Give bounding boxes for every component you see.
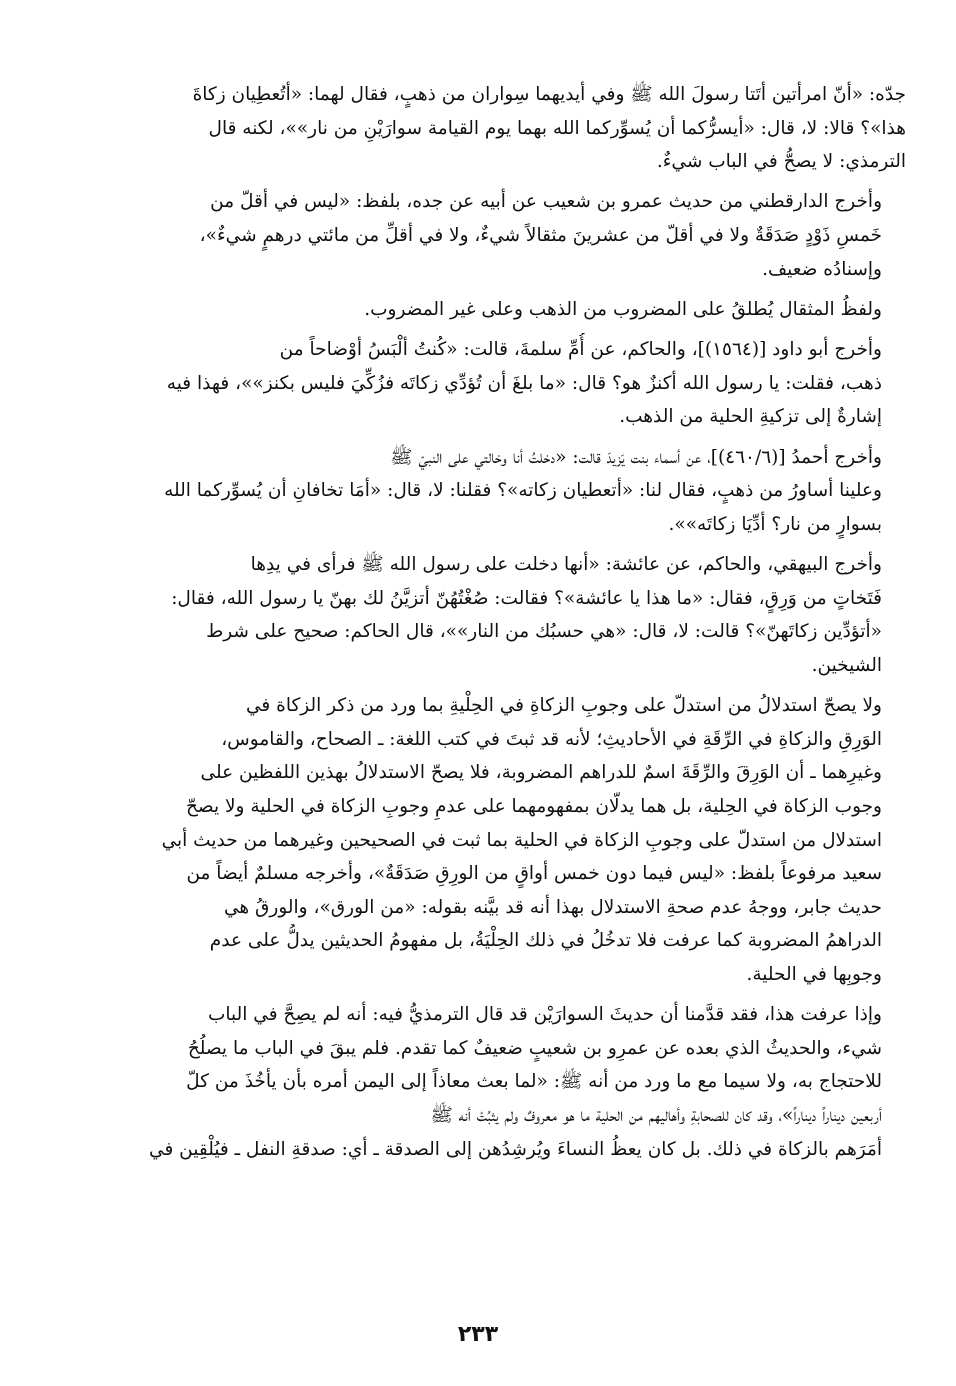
text-line: وجوب الزكاة في الحِلية، بل هما يدلّان بمفهومهما على عدمِ وجوبِ الزكاة في الحلية ولا يصحّ bbox=[185, 796, 882, 817]
paragraph bbox=[70, 333, 906, 434]
text-line: الوَرِقِ والزكاةِ في الرِّقَةِ في الأحاديثِ؛ لأنه قد ثبتَ في كتب اللغة: ـ الصحاح، والقاموس، bbox=[221, 728, 882, 750]
page-body bbox=[70, 78, 906, 1173]
text-line: وأخرج الدارقطني من حديث عمرو بن شعيب عن أبيه عن جده، بلفظ: «ليس في أقلّ من bbox=[210, 191, 882, 213]
text-line: إشارةٌ إلى تزكيةِ الحلية من الذهب. bbox=[619, 406, 882, 428]
page-number: ٢٣٣ bbox=[457, 1322, 499, 1347]
text-line: «أتؤدِّين زكاتَهنّ»؟ قالت: لا، قال: «هي حسبُك من النار»»، قال الحاكم: صحيح على شرط bbox=[206, 621, 882, 643]
text-line: وعلينا أساورُ من ذهبٍ، فقال لنا: «أتعطيان زكاته»؟ فقلنا: لا، قال: «أمَا تخافانِ أن يُسوِّركما الله bbox=[164, 480, 882, 502]
text-line: وإذا عرفت هذا، فقد قدَّمنا أن حديثَ السوارَيْن قد قال الترمذيُّ فيه: أنه لم يصِحَّ في الباب bbox=[208, 1004, 882, 1026]
paragraph bbox=[70, 293, 906, 327]
text-line: ولا يصحّ استدلالُ من استدلّ على وجوبِ الزكاةِ في الحِلْيةِ بما ورد من ذكر الزكاة في bbox=[246, 695, 882, 717]
text-line: أمَرَهم بالزكاة في ذلك. بل كان يعظُ النساءَ ويُرشِدُهن إلى الصدقة ـ أي: صدقةِ النفل ـ فيُلْقِين في bbox=[149, 1138, 882, 1160]
text-line: سعيد مرفوعاً بلفظ: «ليس فيما دون خمس أواقٍ من الورِقِ صَدَقَةٌ»، وأخرجه مسلمٌ أيضاً من bbox=[186, 863, 882, 885]
paragraph bbox=[70, 441, 906, 542]
text-line: الدراهمُ المضروبة كما عرفت فلا تدخُلُ في ذلك الحِلْيَةُ، بل مفهومُ الحديثين يدلُّ على عدم bbox=[209, 930, 882, 952]
text-line: الترمذي: لا يصحُّ في الباب شيءٌ. bbox=[656, 151, 906, 173]
text-line: جدّه: «أنّ امرأتين أتَتا رسولَ الله ﷺ وفي أيديهما سِواران من ذهبٍ، فقال لهما: «أتُعطِيان زكاةَ bbox=[192, 84, 906, 105]
text-line: للاحتجاج به، ولا سيما مع ما ورد من أنه ﷺ: «لما بعث معاذاً إلى اليمن أمره بأن يأخُذَ من كلّ bbox=[186, 1071, 882, 1093]
text-line: بسوارٍ من نار؟ أدِّيَا زكاتَه»». bbox=[668, 513, 882, 535]
paragraph bbox=[70, 78, 906, 179]
text-line: الشيخين. bbox=[811, 654, 882, 676]
text-line: شيء، والحديثُ الذي بعده عن عمرِو بن شعيبٍ ضعيفٌ كما تقدم. فلم يبقَ في الباب ما يصلُحُ bbox=[187, 1037, 882, 1059]
text-line: وإسنادُه ضعيف. bbox=[762, 258, 882, 280]
text-line: وأخرج أبو داود [(١٥٦٤)]، والحاكم، عن أُمِّ سلمةَ، قالت: «كُنتُ ألْبَسُ أوْضاحاً من bbox=[279, 339, 882, 361]
paragraph bbox=[70, 689, 906, 991]
text-line: ولفظُ المثقال يُطلقُ على المضروب من الذهب وعلى غير المضروب. bbox=[364, 298, 882, 320]
text-line: وجوبِها في الحلية. bbox=[746, 963, 882, 985]
text-line: حديث جابر، ووجهُ عدم صحةِ الاستدلال بهذا أنه قد بيَّنه بقوله: «من الورق»، والورقُ هي bbox=[224, 896, 882, 918]
text-line: فَتَخاتٍ من وَرِقٍ، فقال: «ما هذا يا عائشة»؟ فقالت: صُغْتُهُنّ أتزيَّنُ لك بهنّ يا رسول الله، فقال: bbox=[171, 587, 882, 609]
text-line: وأخرج أحمدُ [(٤٦٠/٦)]، عن أسماء بنت يَزيدَ قالت: «دخلتُ أنا وخالتي على النبيّ ﷺ bbox=[390, 446, 882, 468]
text-line: خَمسِ ذَوْدٍ صَدَقَةٌ ولا في أقلّ من عشرينَ مثقالاً شيءٌ، ولا في أقلِّ من مائتي درهمٍ شيءٌ»، bbox=[199, 225, 882, 247]
text-line: وغيرِهما ـ أن الوَرِقَ والرِّقَةَ اسمٌ للدراهم المضروبة، فلا يصحّ الاستدلالُ بهذين اللفظين على bbox=[200, 762, 882, 784]
text-line: أربعين ديناراً ديناراً»، وقد كان للصحابةِ وأهاليهم من الحلية ما هو معروفٌ ولم يثبُتْ أنه ﷺ bbox=[430, 1105, 882, 1127]
text-line: استدلال من استدلّ على وجوبِ الزكاة في الحلية بما ثبت في الصحيحين وغيرهما من حديث أبي bbox=[161, 829, 882, 851]
text-line: ذهب، فقلت: يا رسول الله أكنزٌ هو؟ قال: «ما بلغَ أن تُؤدِّي زكاتَه فزُكِّيَ فليس بكنز»»، فهذا فيه bbox=[166, 372, 882, 394]
text-line: هذا»؟ قالا: لا، قال: «أيسرُّكما أن يُسوِّركما الله بهما يوم القيامة سوارَيْنِ من نار»»، لكنه قال bbox=[208, 117, 906, 139]
paragraph bbox=[70, 998, 906, 1166]
text-line: وأخرج البيهقي، والحاكم، عن عائشة: «أنها دخلت على رسول الله ﷺ فرأى في يدِها bbox=[250, 554, 882, 576]
paragraph bbox=[70, 548, 906, 682]
paragraph bbox=[70, 185, 906, 286]
